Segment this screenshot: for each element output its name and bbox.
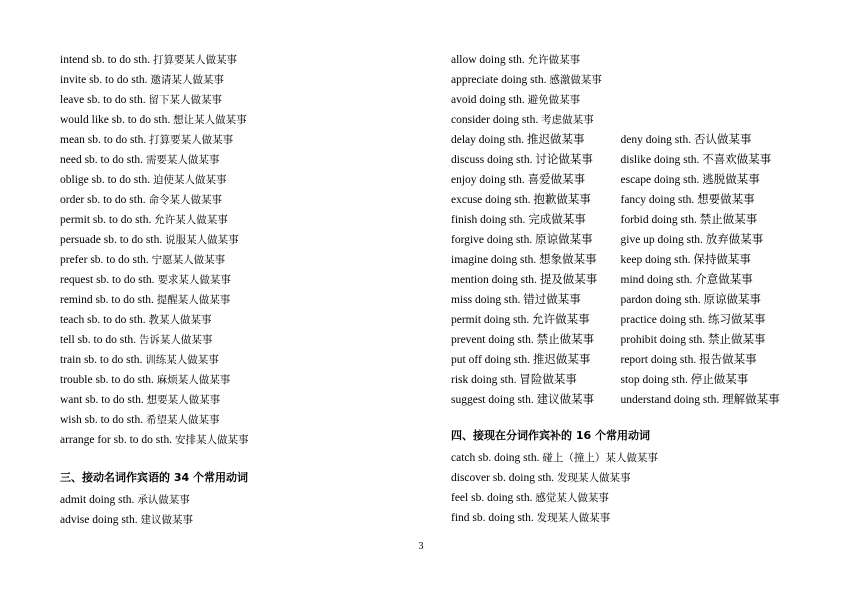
verb-entry bbox=[60, 490, 395, 510]
verb-phrase-en: advise doing sth. bbox=[60, 514, 138, 526]
verb-entry bbox=[60, 330, 395, 350]
verb-phrase-en: put off doing sth. bbox=[451, 354, 531, 366]
verb-entry bbox=[617, 250, 783, 270]
verb-entry bbox=[617, 350, 783, 370]
verb-phrase-en: intend sb. to do sth. bbox=[60, 54, 151, 66]
verb-entry-pair bbox=[451, 270, 782, 290]
verb-phrase-zh: 感激做某事 bbox=[549, 74, 602, 86]
verb-phrase-zh: 希望某人做某事 bbox=[145, 414, 220, 426]
verb-entry bbox=[451, 50, 782, 70]
verb-phrase-zh: 命令某人做某事 bbox=[148, 194, 222, 206]
verb-phrase-zh: 原谅做某事 bbox=[703, 294, 762, 306]
verb-phrase-zh: 原谅做某事 bbox=[535, 234, 593, 246]
verb-phrase-zh: 避免做某事 bbox=[527, 94, 581, 106]
verb-phrase-en: admit doing sth. bbox=[60, 494, 135, 506]
verb-entry-pair bbox=[451, 170, 782, 190]
verb-entry bbox=[451, 350, 617, 370]
verb-phrase-en: practice doing sth. bbox=[620, 314, 706, 326]
verb-entry bbox=[451, 170, 617, 190]
verb-entry bbox=[60, 150, 395, 170]
verb-phrase-zh: 告诉某人做某事 bbox=[138, 334, 213, 346]
verb-phrase-zh: 感觉某人做某事 bbox=[535, 492, 609, 504]
verb-entry bbox=[451, 290, 617, 310]
verb-phrase-en: excuse doing sth. bbox=[451, 194, 531, 206]
verb-phrase-en: suggest doing sth. bbox=[451, 394, 534, 406]
verb-phrase-zh: 讨论做某事 bbox=[535, 154, 593, 166]
verb-entry-pair bbox=[451, 350, 782, 370]
verb-phrase-en: need sb. to do sth. bbox=[60, 154, 144, 166]
verb-entry-pair bbox=[451, 330, 782, 350]
two-column-layout bbox=[60, 48, 782, 566]
verb-phrase-zh: 教某人做某事 bbox=[148, 314, 212, 326]
verb-phrase-zh: 安排某人做某事 bbox=[174, 434, 249, 446]
verb-phrase-zh: 考虑做某事 bbox=[541, 114, 594, 126]
verb-entry bbox=[617, 150, 783, 170]
right-column bbox=[421, 48, 782, 528]
verb-entry bbox=[60, 210, 395, 230]
verb-phrase-en: keep doing sth. bbox=[620, 254, 691, 266]
verb-entry bbox=[451, 190, 617, 210]
verb-phrase-en: oblige sb. to do sth. bbox=[60, 174, 151, 186]
verb-phrase-zh: 介意做某事 bbox=[695, 274, 753, 286]
verb-phrase-zh: 提及做某事 bbox=[539, 274, 598, 286]
verb-entry bbox=[617, 190, 783, 210]
verb-phrase-zh: 麻烦某人做某事 bbox=[156, 374, 231, 386]
page-number: 3 bbox=[418, 541, 424, 552]
verb-phrase-en: risk doing sth. bbox=[451, 374, 517, 386]
verb-phrase-en: mean sb. to do sth. bbox=[60, 134, 147, 146]
verb-phrase-zh: 禁止做某事 bbox=[536, 334, 595, 346]
verb-phrase-en: enjoy doing sth. bbox=[451, 174, 525, 186]
verb-phrase-zh: 错过做某事 bbox=[523, 294, 581, 306]
verb-entry-pair bbox=[451, 210, 782, 230]
verb-entry bbox=[60, 310, 395, 330]
verb-phrase-en: stop doing sth. bbox=[620, 374, 688, 386]
verb-phrase-en: dislike doing sth. bbox=[620, 154, 700, 166]
verb-phrase-en: miss doing sth. bbox=[451, 294, 521, 306]
verb-phrase-zh: 想要做某事 bbox=[697, 194, 755, 206]
verb-entry bbox=[451, 488, 782, 508]
verb-phrase-zh: 建议做某事 bbox=[536, 394, 595, 406]
verb-phrase-en: avoid doing sth. bbox=[451, 94, 525, 106]
verb-phrase-en: imagine doing sth. bbox=[451, 254, 537, 266]
verb-entry bbox=[60, 510, 395, 530]
verb-phrase-zh: 完成做某事 bbox=[528, 214, 586, 226]
verb-phrase-zh: 推迟做某事 bbox=[532, 354, 591, 366]
verb-phrase-zh: 建议做某事 bbox=[140, 514, 193, 526]
verb-entry bbox=[617, 310, 783, 330]
verb-phrase-en: consider doing sth. bbox=[451, 114, 539, 126]
verb-entry bbox=[60, 370, 395, 390]
verb-phrase-en: order sb. to do sth. bbox=[60, 194, 146, 206]
verb-phrase-zh: 打算要某人做某事 bbox=[152, 54, 237, 66]
verb-phrase-zh: 报告做某事 bbox=[699, 354, 757, 366]
verb-phrase-en: report doing sth. bbox=[620, 354, 697, 366]
verb-phrase-zh: 发现某人做某事 bbox=[557, 472, 631, 484]
verb-phrase-zh: 理解做某事 bbox=[722, 394, 780, 406]
verb-phrase-zh: 推迟做某事 bbox=[527, 134, 585, 146]
verb-entry bbox=[451, 150, 617, 170]
verb-phrase-zh: 打算要某人做某事 bbox=[149, 134, 234, 146]
verb-phrase-en: tell sb. to do sth. bbox=[60, 334, 137, 346]
verb-phrase-en: appreciate doing sth. bbox=[451, 74, 547, 86]
verb-entry bbox=[60, 390, 395, 410]
verb-entry bbox=[451, 230, 617, 250]
verb-entry bbox=[60, 350, 395, 370]
section-heading-gerund-object: 三、接动名词作宾语的 34 个常用动词 bbox=[60, 471, 248, 484]
verb-entry bbox=[451, 448, 782, 468]
verb-phrase-zh: 训练某人做某事 bbox=[145, 354, 219, 366]
verb-phrase-en: finish doing sth. bbox=[451, 214, 526, 226]
verb-phrase-zh: 宁愿某人做某事 bbox=[151, 254, 226, 266]
verb-phrase-en: persuade sb. to do sth. bbox=[60, 234, 163, 246]
section-heading-present-participle-complement: 四、接现在分词作宾补的 16 个常用动词 bbox=[451, 429, 650, 442]
verb-phrase-en: delay doing sth. bbox=[451, 134, 525, 146]
verb-phrase-zh: 抱歉做某事 bbox=[533, 194, 591, 206]
verb-entry bbox=[451, 90, 782, 110]
verb-phrase-en: discover sb. doing sth. bbox=[451, 472, 555, 484]
verb-entry-pair bbox=[451, 370, 782, 390]
verb-phrase-en: permit sb. to do sth. bbox=[60, 214, 152, 226]
verb-phrase-en: leave sb. to do sth. bbox=[60, 94, 146, 106]
verb-phrase-zh: 发现某人做某事 bbox=[536, 512, 611, 524]
verb-phrase-en: invite sb. to do sth. bbox=[60, 74, 148, 86]
verb-phrase-en: deny doing sth. bbox=[620, 134, 692, 146]
verb-entry bbox=[617, 290, 783, 310]
verb-entry-pair bbox=[451, 390, 782, 410]
verb-entry bbox=[60, 110, 395, 130]
verb-phrase-en: prevent doing sth. bbox=[451, 334, 534, 346]
verb-phrase-en: mind doing sth. bbox=[620, 274, 693, 286]
verb-phrase-en: wish sb. to do sth. bbox=[60, 414, 144, 426]
verb-phrase-zh: 逃脱做某事 bbox=[702, 174, 760, 186]
verb-entry bbox=[60, 70, 395, 90]
verb-entry bbox=[451, 110, 782, 130]
verb-entry bbox=[60, 410, 395, 430]
verb-entry bbox=[617, 130, 783, 150]
verb-entry bbox=[451, 250, 617, 270]
verb-entry bbox=[60, 230, 395, 250]
verb-entry-pair bbox=[451, 290, 782, 310]
verb-phrase-zh: 邀请某人做某事 bbox=[150, 74, 224, 86]
verb-phrase-zh: 允许做某事 bbox=[527, 54, 581, 66]
verb-phrase-en: trouble sb. to do sth. bbox=[60, 374, 154, 386]
verb-phrase-zh: 停止做某事 bbox=[690, 374, 749, 386]
verb-phrase-en: request sb. to do sth. bbox=[60, 274, 155, 286]
verb-phrase-zh: 想让某人做某事 bbox=[173, 114, 247, 126]
verb-phrase-en: permit doing sth. bbox=[451, 314, 530, 326]
verb-phrase-zh: 想象做某事 bbox=[539, 254, 597, 266]
verb-entry bbox=[451, 210, 617, 230]
verb-phrase-en: pardon doing sth. bbox=[620, 294, 701, 306]
verb-phrase-zh: 需要某人做某事 bbox=[145, 154, 220, 166]
verb-entry bbox=[60, 290, 395, 310]
verb-entry bbox=[617, 390, 783, 410]
verb-phrase-en: train sb. to do sth. bbox=[60, 354, 143, 366]
verb-phrase-zh: 想要某人做某事 bbox=[146, 394, 221, 406]
verb-entry bbox=[60, 430, 395, 450]
verb-entry bbox=[451, 330, 617, 350]
verb-phrase-zh: 说服某人做某事 bbox=[165, 234, 239, 246]
verb-phrase-zh: 留下某人做某事 bbox=[148, 94, 222, 106]
verb-phrase-en: would like sb. to do sth. bbox=[60, 114, 171, 126]
verb-phrase-zh: 冒险做某事 bbox=[519, 374, 577, 386]
verb-phrase-zh: 迫使某人做某事 bbox=[152, 174, 227, 186]
verb-entry bbox=[60, 170, 395, 190]
verb-phrase-en: understand doing sth. bbox=[620, 394, 720, 406]
left-column bbox=[60, 48, 421, 530]
verb-phrase-zh: 提醒某人做某事 bbox=[156, 294, 231, 306]
verb-phrase-en: prefer sb. to do sth. bbox=[60, 254, 149, 266]
verb-phrase-zh: 要求某人做某事 bbox=[157, 274, 231, 286]
verb-phrase-zh: 禁止做某事 bbox=[708, 334, 766, 346]
verb-phrase-en: feel sb. doing sth. bbox=[451, 492, 533, 504]
verb-phrase-zh: 保持做某事 bbox=[693, 254, 751, 266]
verb-entry bbox=[617, 230, 783, 250]
verb-phrase-zh: 不喜欢做某事 bbox=[702, 154, 772, 166]
verb-phrase-zh: 承认做某事 bbox=[137, 494, 190, 506]
verb-entry-pair bbox=[451, 250, 782, 270]
verb-entry-pair bbox=[451, 190, 782, 210]
verb-entry bbox=[617, 170, 783, 190]
verb-entry bbox=[617, 370, 783, 390]
verb-entry bbox=[617, 330, 783, 350]
verb-phrase-zh: 允许某人做某事 bbox=[154, 214, 228, 226]
verb-entry bbox=[617, 270, 783, 290]
verb-phrase-en: want sb. to do sth. bbox=[60, 394, 144, 406]
verb-entry bbox=[60, 250, 395, 270]
verb-entry-pair bbox=[451, 130, 782, 150]
verb-entry bbox=[60, 190, 395, 210]
verb-phrase-zh: 禁止做某事 bbox=[699, 214, 758, 226]
verb-entry-pair bbox=[451, 310, 782, 330]
verb-phrase-en: teach sb. to do sth. bbox=[60, 314, 146, 326]
verb-phrase-en: discuss doing sth. bbox=[451, 154, 533, 166]
verb-phrase-zh: 喜爱做某事 bbox=[527, 174, 586, 186]
verb-phrase-en: arrange for sb. to do sth. bbox=[60, 434, 173, 446]
verb-phrase-en: find sb. doing sth. bbox=[451, 512, 534, 524]
verb-entry-pair bbox=[451, 150, 782, 170]
verb-entry bbox=[451, 70, 782, 90]
verb-phrase-zh: 允许做某事 bbox=[532, 314, 590, 326]
verb-phrase-en: escape doing sth. bbox=[620, 174, 700, 186]
verb-phrase-en: fancy doing sth. bbox=[620, 194, 695, 206]
verb-entry bbox=[451, 390, 617, 410]
verb-phrase-en: forbid doing sth. bbox=[620, 214, 697, 226]
verb-phrase-en: give up doing sth. bbox=[620, 234, 703, 246]
verb-phrase-en: mention doing sth. bbox=[451, 274, 537, 286]
verb-entry bbox=[451, 310, 617, 330]
verb-phrase-en: catch sb. doing sth. bbox=[451, 452, 540, 464]
verb-entry bbox=[451, 270, 617, 290]
verb-entry bbox=[451, 468, 782, 488]
verb-phrase-zh: 练习做某事 bbox=[708, 314, 766, 326]
verb-phrase-zh: 碰上（撞上）某人做某事 bbox=[542, 452, 658, 464]
verb-entry-pair bbox=[451, 230, 782, 250]
verb-entry bbox=[451, 508, 782, 528]
verb-phrase-en: prohibit doing sth. bbox=[620, 334, 706, 346]
verb-entry bbox=[60, 90, 395, 110]
verb-entry bbox=[451, 370, 617, 390]
verb-entry bbox=[60, 130, 395, 150]
verb-entry bbox=[617, 210, 783, 230]
verb-entry bbox=[60, 270, 395, 290]
verb-entry bbox=[451, 130, 617, 150]
verb-entry bbox=[60, 50, 395, 70]
verb-phrase-en: allow doing sth. bbox=[451, 54, 525, 66]
verb-phrase-en: forgive doing sth. bbox=[451, 234, 533, 246]
verb-phrase-zh: 放弃做某事 bbox=[705, 234, 764, 246]
verb-phrase-en: remind sb. to do sth. bbox=[60, 294, 154, 306]
verb-phrase-zh: 否认做某事 bbox=[693, 134, 752, 146]
